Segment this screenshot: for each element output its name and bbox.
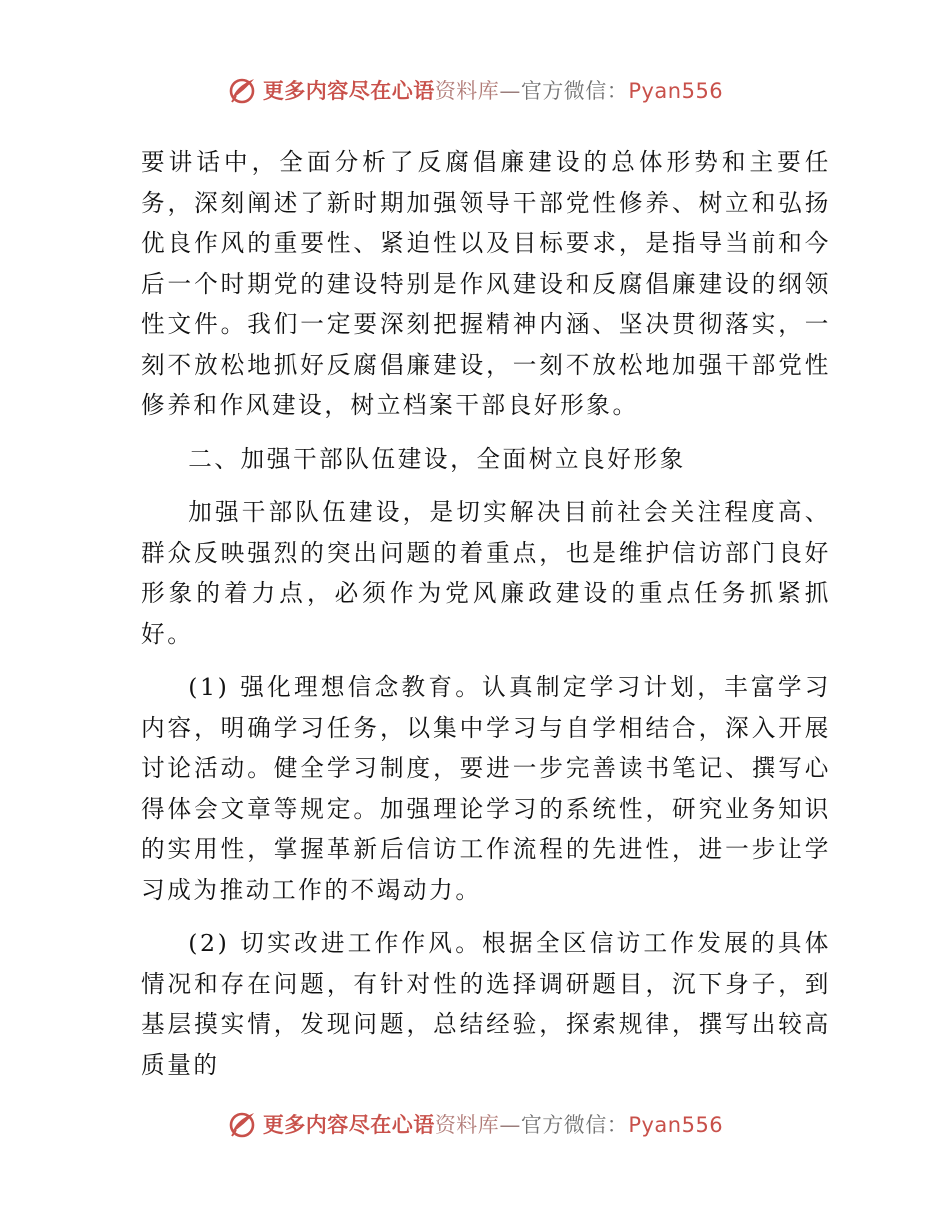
- paragraph-2: 加强干部队伍建设，是切实解决目前社会关注程度高、群众反映强烈的突出问题的着重点，也是维护信访部门良好形象的着力点，必须作为党风廉政建设的重点任务抓紧抓好。: [141, 498, 831, 648]
- paragraph-4: (2) 切实改进工作作风。根据全区信访工作发展的具体情况和存在问题，有针对性的选择调研题目，沉下身子，到基层摸实情，发现问题，总结经验，探索规律，撰写出较高质量的: [141, 929, 831, 1079]
- banner-part3: 官方微信：: [520, 79, 629, 103]
- banner-separator: —: [499, 79, 521, 103]
- banner-wechat-id: Pyan556: [628, 1113, 724, 1137]
- section-heading: 二、加强干部队伍建设，全面树立良好形象: [188, 444, 686, 473]
- paragraph-3: (1) 强化理想信念教育。认真制定学习计划，丰富学习内容，明确学习任务，以集中学习与自学相结合，深入开展讨论活动。健全学习制度，要进一步完善读书笔记、撰写心得体会文章等规定。加强理论学习的系统性，研究业务知识的实用性，掌握革新后信访工作流程的先进性，进一步让学习成为推动工作的不竭动力。: [141, 673, 831, 904]
- banner-part1: 更多内容尽在心语: [262, 79, 435, 103]
- paragraph-1: 要讲话中，全面分析了反腐倡廉建设的总体形势和主要任务，深刻阐述了新时期加强领导干部党性修养、树立和弘扬优良作风的重要性、紧迫性以及目标要求，是指导当前和今后一个时期党的建设特别是作风建设和反腐倡廉建设的纲领性文件。我们一定要深刻把握精神内涵、坚决贯彻落实，一刻不放松地抓好反腐倡廉建设，一刻不放松地加强干部党性修养和作风建设，树立档案干部良好形象。: [141, 148, 831, 419]
- banner-part1: 更多内容尽在心语: [262, 1113, 435, 1137]
- header-banner: [0, 68, 950, 112]
- banner-separator: —: [499, 1113, 521, 1137]
- banner-part2: 资料库: [434, 1113, 500, 1137]
- banner-part2: 资料库: [434, 79, 500, 103]
- footer-banner: [0, 1102, 950, 1146]
- pen-logo-icon: [227, 75, 257, 105]
- banner-text: [263, 75, 723, 105]
- pen-logo-icon: [227, 1109, 257, 1139]
- banner-wechat-id: Pyan556: [628, 79, 724, 103]
- document-body: [141, 142, 831, 1085]
- banner-part3: 官方微信：: [520, 1113, 629, 1137]
- banner-text: [263, 1109, 723, 1139]
